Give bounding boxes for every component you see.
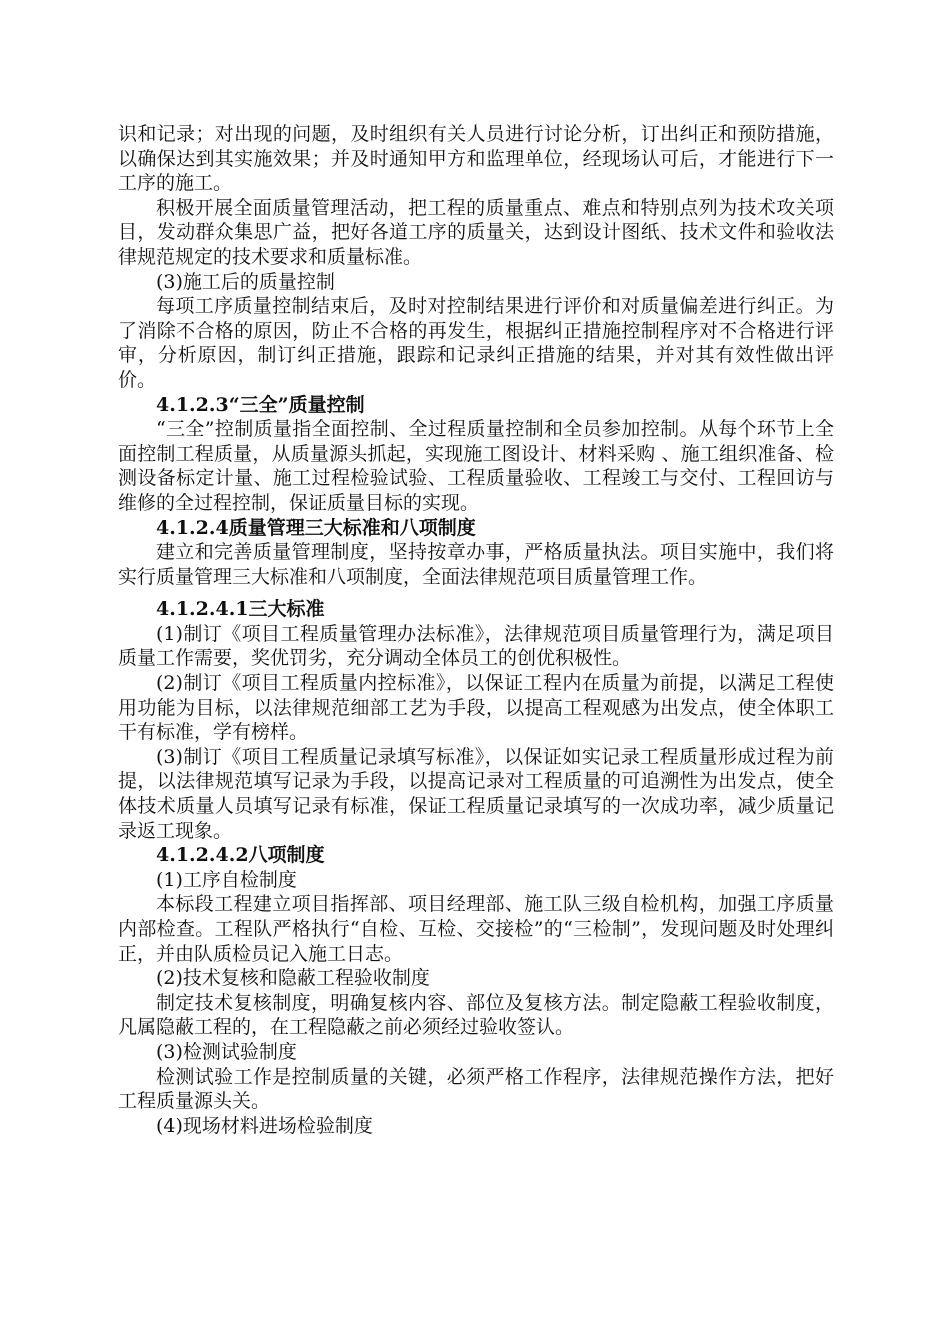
paragraph-system-3: 检测试验工作是控制质量的关键，必须严格工作程序，法律规范操作方法，把好工程质量源头关。	[118, 1065, 834, 1113]
paragraph-quality-activities: 积极开展全面质量管理活动，把工程的质量重点、难点和特别点列为技术攻关项目，发动群众集思广益，把好各道工序的质量关，达到设计图纸、技术文件和验收法律规范规定的技术要求和质量标准。	[118, 196, 834, 268]
item-system-4: (4)现场材料进场检验制度	[156, 1114, 373, 1137]
paragraph-system-2: 制定技术复核制度，明确复核内容、部位及复核方法。制定隐蔽工程验收制度，凡属隐蔽工程的，在工程隐蔽之前必须经过验收签认。	[118, 991, 834, 1039]
paragraph-continuation: 识和记录；对出现的问题，及时组织有关人员进行讨论分析，订出纠正和预防措施，以确保达到其实施效果；并及时通知甲方和监理单位，经现场认可后，才能进行下一工序的施工。	[118, 123, 834, 195]
item-standard-3: (3)制订《项目工程质量记录填写标准》，以保证如实记录工程质量形成过程为前提，以法律规范填写记录为手段，以提高记录对工程质量的可追溯性为出发点，使全体技术质量人员填写记录有标准，保证工程质量记录填写的一次成功率，减少质量记录返工现象。	[118, 745, 834, 842]
heading-4-1-2-4-1: 4.1.2.4.1三大标准	[156, 598, 325, 621]
item-standard-1: (1)制订《项目工程质量管理办法标准》，法律规范项目质量管理行为，满足项目质量工作需要，奖优罚劣，充分调动全体员工的创优积极性。	[118, 622, 834, 670]
item-standard-2: (2)制订《项目工程质量内控标准》，以保证工程内在质量为前提，以满足工程使用功能为目标，以法律规范细部工艺为手段，以提高工程观感为出发点，使全体职工干有标准，学有榜样。	[118, 672, 834, 744]
heading-4-1-2-4-2: 4.1.2.4.2八项制度	[156, 844, 325, 867]
heading-4-1-2-4: 4.1.2.4质量管理三大标准和八项制度	[156, 516, 476, 539]
item-system-1: (1)工序自检制度	[156, 868, 297, 891]
item-system-3: (3)检测试验制度	[156, 1040, 297, 1063]
paragraph-quality-system: 建立和完善质量管理制度，坚持按章办事，严格质量执法。项目实施中，我们将实行质量管理三大标准和八项制度，全面法律规范项目质量管理工作。	[118, 541, 834, 588]
heading-4-1-2-3: 4.1.2.3“三全”质量控制	[156, 393, 365, 416]
paragraph-three-full-control: “三全”控制质量指全面控制、全过程质量控制和全员参加控制。从每个环节上全面控制工程质量，从质量源头抓起，实现施工图设计、材料采购 、施工组织准备、检测设备标定计量、施工过程检验试验、工程质量验收、工程竣工与交付、工程回访与维修的全过程控制，保证质量目标的实现。	[118, 418, 834, 514]
paragraph-system-1: 本标段工程建立项目指挥部、项目经理部、施工队三级自检机构，加强工序质量内部检查。工程队严格执行“自检、互检、交接检”的“三检制”，发现问题及时处理纠正，并由队质检员记入施工日志。	[118, 893, 834, 965]
item-post-construction-control: (3)施工后的质量控制	[156, 270, 335, 293]
item-system-2: (2)技术复核和隐蔽工程验收制度	[156, 967, 430, 990]
document-page	[118, 122, 834, 1138]
paragraph-post-construction: 每项工序质量控制结束后，及时对控制结果进行评价和对质量偏差进行纠正。为了消除不合格的原因，防止不合格的再发生，根据纠正措施控制程序对不合格进行评审，分析原因，制订纠正措施，跟踪和记录纠正措施的结果，并对其有效性做出评价。	[118, 295, 834, 391]
